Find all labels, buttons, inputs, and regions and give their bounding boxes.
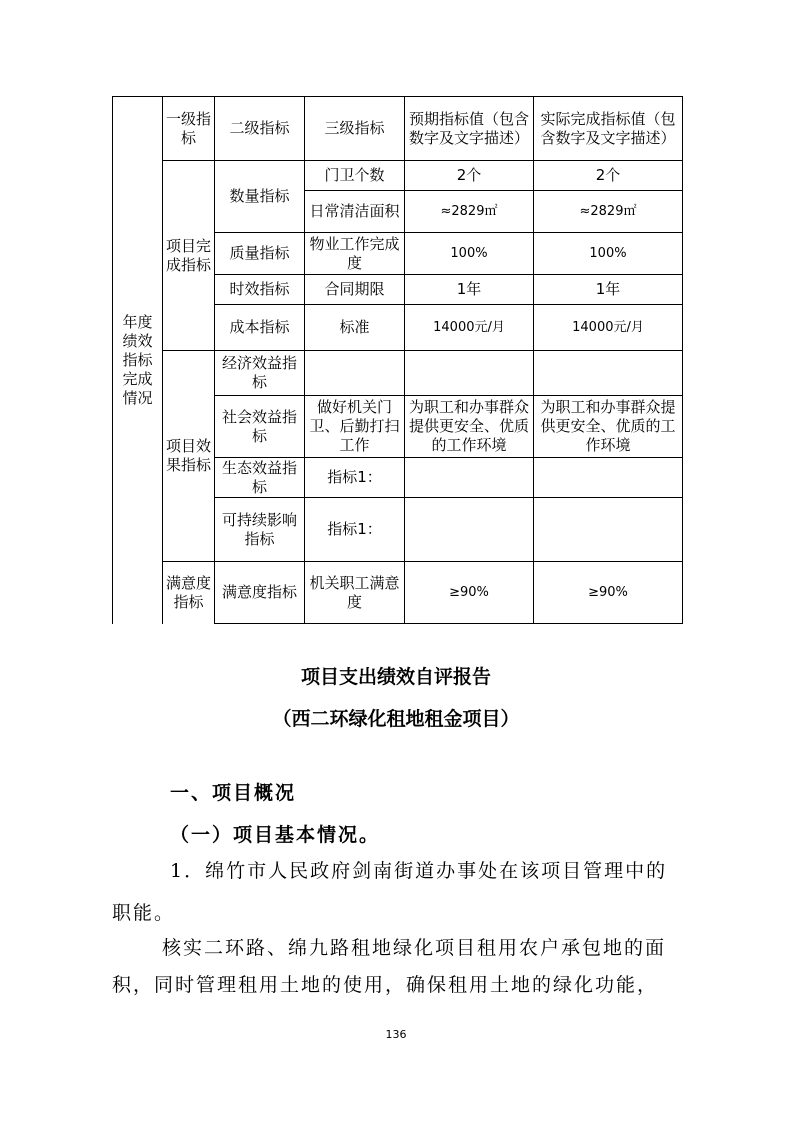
- level2-cell: 可持续影响指标: [215, 498, 305, 562]
- header-level2: 二级指标: [215, 97, 305, 161]
- table-row: [113, 562, 683, 624]
- header-actual: 实际完成指标值（包含数字及文字描述）: [534, 97, 683, 161]
- level3-cell: [305, 351, 405, 396]
- actual-cell: [534, 498, 683, 562]
- header-level1: 一级指标: [163, 97, 215, 161]
- actual-cell: ≈2829㎡: [534, 191, 683, 233]
- actual-cell: 100%: [534, 233, 683, 275]
- category-cell: 年度绩效指标完成情况: [113, 97, 163, 624]
- section-heading: 一、项目概况: [170, 782, 297, 804]
- report-subtitle: （西二环绿化租地租金项目）: [272, 708, 520, 730]
- expected-cell: 2个: [405, 161, 534, 191]
- level3-cell: 合同期限: [305, 275, 405, 305]
- level3-cell: 机关职工满意度: [305, 562, 405, 624]
- level3-cell: 日常清洁面积: [305, 191, 405, 233]
- actual-cell: [534, 458, 683, 498]
- level2-cell: 经济效益指标: [215, 351, 305, 396]
- performance-indicator-table: [112, 96, 683, 624]
- table-header-row: [113, 97, 683, 161]
- table-row: [113, 351, 683, 396]
- actual-cell: 2个: [534, 161, 683, 191]
- header-level3: 三级指标: [305, 97, 405, 161]
- expected-cell: [405, 498, 534, 562]
- table-row: [113, 161, 683, 191]
- expected-cell: 100%: [405, 233, 534, 275]
- expected-cell: [405, 458, 534, 498]
- subsection-heading: （一）项目基本情况。: [170, 824, 381, 846]
- actual-cell: 14000元/月: [534, 305, 683, 351]
- actual-cell: 1年: [534, 275, 683, 305]
- level3-cell: 门卫个数: [305, 161, 405, 191]
- expected-cell: 为职工和办事群众提供更安全、优质的工作环境: [405, 396, 534, 458]
- actual-cell: ≥90%: [534, 562, 683, 624]
- paragraph-line: 职能。: [112, 902, 176, 924]
- paragraph-line: 核实二环路、绵九路租地绿化项目租用农户承包地的面: [162, 937, 667, 959]
- expected-cell: 1年: [405, 275, 534, 305]
- expected-cell: ≈2829㎡: [405, 191, 534, 233]
- level2-cell: 生态效益指标: [215, 458, 305, 498]
- level3-cell: 标准: [305, 305, 405, 351]
- report-title: 项目支出绩效自评报告: [300, 666, 491, 688]
- paragraph-line: 1．绵竹市人民政府剑南街道办事处在该项目管理中的: [170, 860, 668, 882]
- level2-cell: 成本指标: [215, 305, 305, 351]
- level2-cell: 社会效益指标: [215, 396, 305, 458]
- group-satisfaction: 满意度指标: [163, 562, 215, 624]
- group-effect: 项目效果指标: [163, 351, 215, 562]
- level2-cell: 时效指标: [215, 275, 305, 305]
- level2-cell: 满意度指标: [215, 562, 305, 624]
- page-number: 136: [385, 1028, 407, 1041]
- group-output: 项目完成指标: [163, 161, 215, 351]
- level3-cell: 做好机关门卫、后勤打扫工作: [305, 396, 405, 458]
- header-expected: 预期指标值（包含数字及文字描述）: [405, 97, 534, 161]
- paragraph-line: 积，同时管理租用土地的使用，确保租用土地的绿化功能，: [112, 974, 659, 996]
- level2-cell: 数量指标: [215, 161, 305, 233]
- level2-cell: 质量指标: [215, 233, 305, 275]
- expected-cell: [405, 351, 534, 396]
- expected-cell: ≥90%: [405, 562, 534, 624]
- level3-cell: 指标1：: [305, 498, 405, 562]
- level3-cell: 物业工作完成度: [305, 233, 405, 275]
- level3-cell: 指标1：: [305, 458, 405, 498]
- expected-cell: 14000元/月: [405, 305, 534, 351]
- actual-cell: 为职工和办事群众提供更安全、优质的工作环境: [534, 396, 683, 458]
- actual-cell: [534, 351, 683, 396]
